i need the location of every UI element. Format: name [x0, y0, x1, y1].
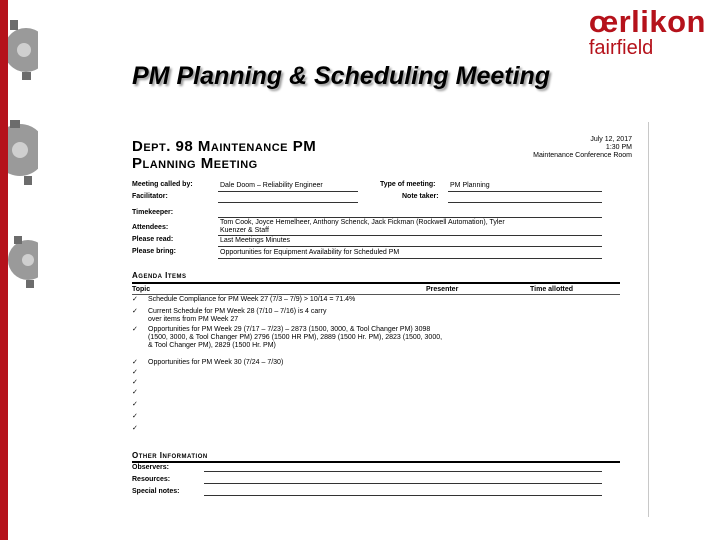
agenda-item — [132, 369, 612, 377]
check-icon: ✓ — [132, 379, 138, 386]
attendees-underline — [218, 235, 602, 236]
called-by-label: Meeting called by: — [132, 181, 193, 188]
please-read-label: Please read: — [132, 236, 174, 243]
called-by-underline — [218, 191, 358, 192]
special-notes-underline — [204, 495, 602, 496]
please-read-value: Last Meetings Minutes — [220, 237, 291, 244]
meeting-agenda-document — [120, 118, 650, 518]
agenda-col-time: Time allotted — [530, 286, 574, 293]
timekeeper-label: Timekeeper: — [132, 209, 174, 216]
called-by-value: Dale Doom – Reliability Engineer — [220, 182, 323, 189]
check-icon: ✓ — [132, 389, 138, 396]
agenda-item — [132, 379, 612, 387]
left-accent-strip — [0, 0, 8, 540]
agenda-heading: Agenda Items — [132, 271, 187, 280]
meeting-type-underline — [448, 191, 602, 192]
logo-sub-text: fairfield — [588, 37, 654, 59]
agenda-item-text: Current Schedule for PM Week 28 (7/10 – 7/16) is 4 carry over items from PM Week 27 — [148, 308, 327, 323]
other-info-heading: Other Information — [132, 451, 208, 460]
document-title — [132, 138, 316, 172]
timekeeper-underline — [218, 217, 602, 218]
agenda-item — [132, 389, 612, 397]
agenda-item — [132, 359, 612, 367]
resources-label: Resources: — [132, 476, 171, 483]
agenda-item — [132, 413, 612, 421]
oerlikon-fairfield-logo — [589, 6, 706, 58]
agenda-col-topic: Topic — [132, 286, 151, 293]
please-bring-underline — [218, 258, 602, 259]
attendees-label: Attendees: — [132, 224, 169, 231]
check-icon: ✓ — [132, 401, 138, 408]
meeting-type-label: Type of meeting: — [380, 181, 436, 188]
facilitator-underline — [218, 202, 358, 203]
meeting-time: 1:30 PM — [605, 144, 632, 151]
check-icon: ✓ — [132, 413, 138, 420]
attendees-value-line1: Tom Cook, Joyce Hemelheer, Anthony Schenck, Jack Fickman (Rockwell Automation), Tyler — [220, 219, 505, 226]
document-title-line2: Planning Meeting — [132, 155, 258, 172]
check-icon: ✓ — [132, 308, 138, 315]
agenda-item-text: Schedule Compliance for PM Week 27 (7/3 – 7/9) > 10/14 = 71.4% — [148, 296, 356, 303]
gear-decoration-icon — [8, 0, 38, 540]
facilitator-label: Facilitator: — [132, 193, 168, 200]
document-title-line1: Dept. 98 Maintenance PM — [132, 138, 317, 155]
agenda-item-text: Opportunities for PM Week 30 (7/24 – 7/30) — [148, 359, 284, 366]
attendees-value-line2: Kuenzer & Staff — [220, 227, 269, 234]
please-read-underline — [218, 246, 602, 247]
meeting-date: July 12, 2017 — [590, 136, 632, 143]
note-taker-label: Note taker: — [402, 193, 439, 200]
agenda-item — [132, 308, 612, 324]
please-bring-value: Opportunities for Equipment Availability for Scheduled PM — [220, 249, 400, 256]
observers-underline — [204, 471, 602, 472]
agenda-item — [132, 401, 612, 409]
please-bring-label: Please bring: — [132, 248, 176, 255]
special-notes-label: Special notes: — [132, 488, 180, 495]
observers-label: Observers: — [132, 464, 169, 471]
other-info-rule — [132, 461, 620, 463]
check-icon: ✓ — [132, 425, 138, 432]
agenda-col-presenter: Presenter — [426, 286, 459, 293]
resources-underline — [204, 483, 602, 484]
agenda-item — [132, 425, 612, 433]
agenda-item-text: Opportunities for PM Week 29 (7/17 – 7/23) – 2873 (1500, 3000, & Tool Changer PM) 3098 (1500, 3000, & Tool Changer PM) 2796 (1500 HR PM), 2889 (1500 Hr. PM), 2823 (1500, 3000, & Tool Changer PM), 2829 (1500 Hr. PM) — [148, 326, 443, 349]
meeting-meta — [482, 136, 632, 160]
logo-main-text: œrlikon — [588, 4, 706, 39]
meeting-type-value: PM Planning — [450, 182, 490, 189]
agenda-rule — [132, 282, 620, 284]
agenda-item — [132, 296, 612, 304]
slide-title: PM Planning & Scheduling Meeting — [132, 62, 551, 90]
check-icon: ✓ — [132, 326, 138, 333]
agenda-item — [132, 326, 612, 358]
check-icon: ✓ — [132, 296, 138, 303]
meeting-location: Maintenance Conference Room — [533, 152, 632, 159]
note-taker-underline — [448, 202, 602, 203]
check-icon: ✓ — [132, 359, 138, 366]
agenda-header-rule — [132, 294, 620, 295]
check-icon: ✓ — [132, 369, 138, 376]
